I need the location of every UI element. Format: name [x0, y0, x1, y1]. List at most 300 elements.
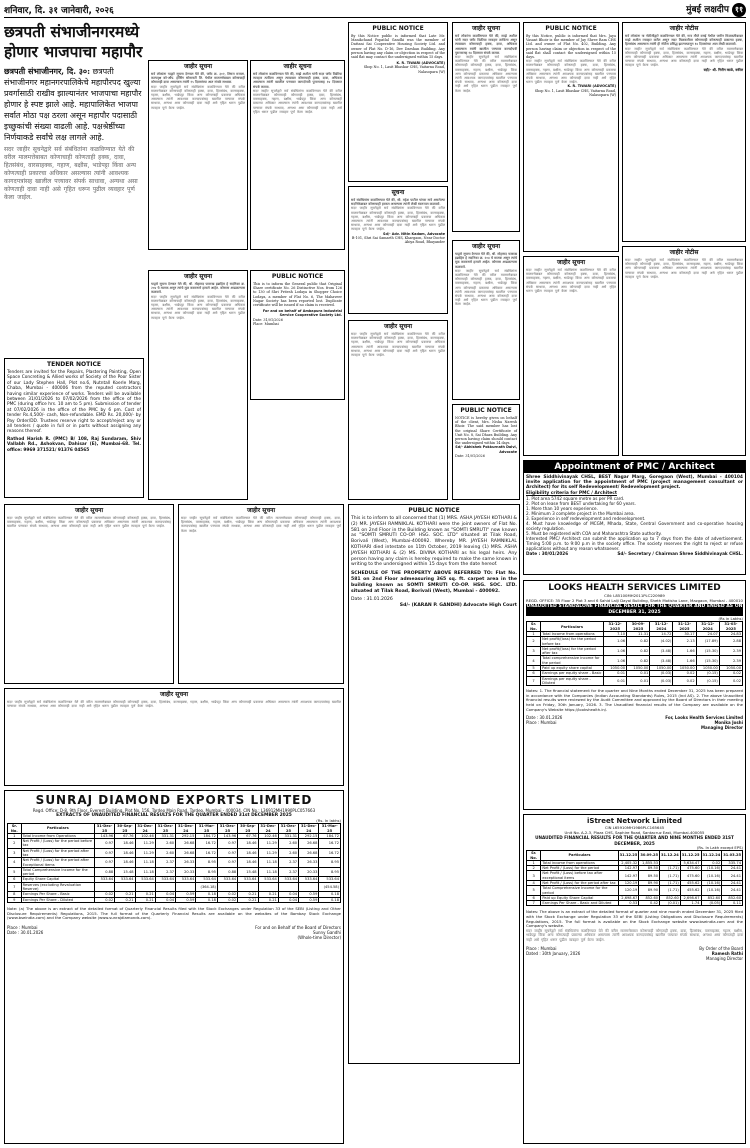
table-cell: 89.90: [639, 886, 660, 896]
jahir-notice-3: [148, 270, 248, 500]
table-cell: 11.29: [135, 848, 155, 858]
table-cell: 475.60: [680, 866, 701, 871]
table-cell: 852.60: [660, 895, 681, 900]
table-cell: 24.83: [719, 631, 742, 636]
jahir-col5b-body: याद्वारे सूचना देण्यात येते की, श्री. मोहम्मद फारूख इब्राहिम हे सदनिका क्र. २०४ चे मालक असून त्यांचे मूळ करारनामे हरवले आहेत. कोणास आढळल्यास कळवावे.: [455, 252, 517, 269]
column-header: 31.03.25: [722, 851, 743, 861]
table-row: [527, 866, 743, 871]
table-cell: -: [660, 860, 681, 865]
table-cell: 533.64: [176, 877, 196, 882]
column-header: 31.12.25: [680, 851, 701, 861]
jahir-col5-body: सर्व लोकांना कळविण्यात येते की, माझे अशील यांनी सदर फ्लॅट विक्रीचा व्यवहार ठरविला असून त्याबाबत कोणाचाही हक्क, दावा, अधिकार असल्यास त्यांनी खालील पत्त्यावर कागदोपत्री पुराव्यासह १४ दिवसात संपर्क करावा.: [455, 34, 517, 55]
jahir-lower-2-title: जाहीर सूचना: [246, 507, 276, 514]
column-header: 31-12-2024: [696, 622, 719, 632]
istreet-cin: CIN L65910MH1986PLC165645: [604, 825, 665, 830]
appointment-pmc-ad: [523, 460, 746, 575]
table-row: [8, 833, 341, 838]
table-cell: 15.48: [238, 867, 258, 877]
table-cell: 26.68: [299, 839, 319, 849]
table-cell: Net profit/(loss) for the period before tax: [541, 637, 604, 647]
table-cell: [155, 882, 175, 892]
public-notice-4: [523, 22, 619, 252]
jahir-1-filler: सदर जाहीर सूचनेद्वारे सर्व संबंधितांना कळविण्यात येते की वरील मालमत्तेबाबत कोणाचाही कोणताही हक्क, दावा, हितसंबंध, वारसाहक्क, गहाण, बक्षीस, भाडेपट्टा किंवा अन्य कोणत्याही प्रकारचा अधिकार असल्यास त्यांनी आवश्यक कागदपत्रांसह खालील पत्त्यावर संपर्क साधावा, अन्यथा असा कोणताही दावा नाही असे गृहित धरून पुढील व्यवहार पूर्ण केला जाईल.: [151, 84, 245, 110]
table-cell: 5: [8, 867, 22, 877]
table-cell: [258, 882, 278, 892]
paper-name: मुंबई लक्षदीप ११: [686, 2, 746, 17]
table-cell: 2: [527, 866, 541, 871]
table-cell: 533.64: [196, 877, 218, 882]
table-cell: 0.97: [217, 858, 237, 868]
table-cell: 16.72: [196, 848, 218, 858]
table-cell: 18.46: [238, 848, 258, 858]
table-cell: [217, 882, 237, 892]
looks-company: LOOKS HEALTH SERVICES LIMITED: [548, 583, 721, 593]
table-cell: 2,405.32: [618, 860, 639, 865]
pn2-signatory: For and on behalf of Ambapura Industrial Service Cooperative Society Ltd.: [262, 309, 342, 318]
pn5-signatory: Sd/- Abhishek Pokkurnath Dalvi, Advocate: [455, 445, 517, 454]
jahir-3-title: जाहीर सूचना: [183, 273, 213, 280]
suchna-address: B-101, Shri Sai Samarth CHS, Khargaon, Near Doctor Ahiya Road, Bhayander: [351, 235, 445, 245]
column-header: 30-09-2025: [627, 622, 650, 632]
table-cell: (364.18): [196, 882, 218, 892]
table-header-row: [8, 824, 341, 834]
table-cell: 8.95: [319, 867, 341, 877]
table-cell: Earnings per equity share - Basic: [541, 671, 604, 676]
appointment-closing: Interested PMC/ Architect can submit the application up to 7 days from the date of advertisement. Timing 5:00 p.m. to 9:00 p.m in the society office. The society reserves the right to reject or refuse applications without any reason whatsoever.: [526, 535, 743, 551]
table-cell: [299, 882, 319, 892]
table-cell: 0.21: [115, 892, 135, 897]
column-header: 31-Dec-25: [217, 824, 237, 834]
table-cell: 1050.00: [719, 666, 742, 671]
looks-results-table: [526, 621, 743, 686]
table-cell: 0.21: [238, 897, 258, 902]
table-cell: 2.60: [155, 839, 175, 849]
table-cell: 89.50: [639, 871, 660, 881]
table-cell: 11.18: [258, 858, 278, 868]
table-cell: 3: [8, 848, 22, 858]
column-header: 31-Dec-24: [176, 824, 196, 834]
table-cell: 533.64: [217, 877, 237, 882]
jahir-col5-title: जाहीर सूचना: [471, 25, 501, 32]
appointment-title: Appointment of PMC / Architect: [524, 461, 745, 473]
table-row: [527, 901, 743, 906]
public-notice-3: [348, 504, 520, 1064]
table-row: [527, 676, 743, 686]
table-cell: (15.30): [696, 646, 719, 656]
table-cell: 2.88: [719, 637, 742, 647]
table-cell: 533.64: [115, 877, 135, 882]
table-cell: 11.29: [135, 839, 155, 849]
table-cell: 6: [527, 671, 541, 676]
jahir-3-filler: सदर जाहीर सूचनेद्वारे सर्व संबंधितांना कळविण्यात येते की वरील मालमत्तेबाबत कोणाचाही कोणताही हक्क, दावा, हितसंबंध, वारसाहक्क, गहाण, बक्षीस, भाडेपट्टा किंवा अन्य कोणत्याही प्रकारचा अधिकार असल्यास त्यांनी आवश्यक कागदपत्रांसह खालील पत्त्यावर संपर्क साधावा, अन्यथा असा कोणताही दावा नाही असे गृहित धरून पुढील व्यवहार पूर्ण केला जाईल.: [151, 294, 245, 320]
table-cell: 7: [527, 676, 541, 686]
table-cell: Earnings Per Share - Basic: [21, 892, 94, 897]
table-cell: 1.06: [603, 656, 626, 666]
table-cell: (0.03): [650, 671, 673, 676]
table-row: [8, 848, 341, 858]
table-cell: 2.37: [155, 858, 175, 868]
column-header: 31-Mar-25: [319, 824, 341, 834]
table-cell: (0.01): [660, 901, 681, 906]
column-header: Particulars: [21, 824, 94, 834]
table-cell: 5: [527, 666, 541, 671]
table-cell: 67.76: [238, 833, 258, 838]
column-header: 31-03-2025: [719, 622, 742, 632]
table-cell: 0.21: [258, 892, 278, 897]
table-cell: 0.82: [627, 656, 650, 666]
table-cell: 102.46: [135, 833, 155, 838]
table-cell: 2.39: [719, 646, 742, 656]
table-cell: 2.60: [155, 848, 175, 858]
jahir-right-1-filler: सदर जाहीर सूचनेद्वारे सर्व संबंधितांना कळविण्यात येते की वरील मालमत्तेबाबत कोणाचाही कोणताही हक्क, दावा, हितसंबंध, वारसाहक्क, गहाण, बक्षीस, भाडेपट्टा किंवा अन्य कोणत्याही प्रकारचा अधिकार असल्यास त्यांनी आवश्यक कागदपत्रांसह खालील पत्त्यावर संपर्क साधावा, अन्यथा असा कोणताही दावा नाही असे गृहित धरून पुढील व्यवहार पूर्ण केला जाईल.: [625, 46, 743, 68]
table-cell: (17.89): [696, 637, 719, 647]
jahir-notice-col5b: [452, 240, 520, 400]
table-cell: 16.72: [196, 839, 218, 849]
jahir-notice-right-1: [622, 22, 746, 242]
table-cell: 0.97: [217, 839, 237, 849]
table-cell: 4: [527, 656, 541, 666]
table-cell: 0.01: [603, 676, 626, 686]
table-cell: Net Profit / (Loss) for the period before tax: [21, 839, 94, 849]
table-cell: 0.97: [94, 858, 114, 868]
column-header: Sr. No.: [527, 622, 541, 632]
table-cell: 4: [8, 858, 22, 868]
column-header: 31-Dec-25: [155, 824, 175, 834]
column-header: Sr. No.: [8, 824, 22, 834]
table-row: [527, 880, 743, 885]
table-cell: 26.68: [299, 848, 319, 858]
jahir-right-2-title: जाहीर नोटीस: [669, 249, 699, 256]
table-cell: 1050.00: [650, 666, 673, 671]
table-cell: 0.02: [673, 676, 696, 686]
jahir-right-1-body: सर्व लोकांना या नोटीसीद्वारे कळविण्यात येते की, गाव मौजे वसई येथील जमीन मिळकतीबाबत माझे अशील व्यवहार करीत असून सदर मिळकतीवर कोणाचाही कोणत्याही प्रकारचा हक्क, हितसंबंध असल्यास त्यांनी ही नोटीस प्रसिद्ध झाल्यापासून १४ दिवसांच्या आत लेखी कळवावे.: [625, 34, 743, 47]
table-cell: 16.72: [319, 848, 341, 858]
table-header-row: [527, 851, 743, 861]
table-cell: 1.06: [603, 637, 626, 647]
pn2-title: PUBLIC NOTICE: [271, 273, 324, 280]
table-cell: (0.15): [696, 671, 719, 676]
table-cell: 11.29: [258, 839, 278, 849]
suchna-signatory: Sd/- Adv. Nitin Kadam, Advocate: [383, 231, 445, 236]
column-header: 31-12-2025: [673, 622, 696, 632]
table-cell: 143.96: [217, 833, 237, 838]
jahir-right-1-title: जाहीर नोटीस: [669, 25, 699, 32]
table-cell: 1: [527, 631, 541, 636]
table-cell: (15.30): [696, 656, 719, 666]
table-cell: 7.10: [603, 631, 626, 636]
table-cell: Total Comprehensive Income for the period: [21, 867, 94, 877]
jahir-lower-3-title: जाहीर सूचना: [159, 691, 189, 698]
table-cell: 0.02: [719, 676, 742, 686]
table-cell: 24.07: [696, 631, 719, 636]
table-cell: 4: [527, 880, 541, 885]
table-cell: 852.60: [722, 895, 743, 900]
jahir-notice-right-2: [622, 246, 746, 456]
pn1-address: Shop No. 1, Lasit Bhaskar CHS, Vaitarna Road, Nalasopara (W): [363, 65, 445, 74]
table-cell: 1050.00: [603, 666, 626, 671]
table-cell: 0.42: [639, 901, 660, 906]
table-cell: 455.62: [680, 886, 701, 896]
istreet-footer: Place : Mumbai Dated : 30th January, 2026 By Order of the Board Ramesh Rathi Managing Director: [526, 946, 743, 962]
table-cell: 1.66: [673, 646, 696, 656]
table-cell: 0.02: [217, 897, 237, 902]
table-cell: Reserves (excluding Revaluation Reserve): [21, 882, 94, 892]
jahir-3-body: याद्वारे सूचना देण्यात येते की, श्री. मोहम्मद फारूख इब्राहिम हे सदनिका क्र. २०४ चे मालक असून त्यांचे मूळ करारनामे हरवले आहेत. कोणास आढळल्यास कळवावे.: [151, 282, 245, 295]
table-row: [8, 867, 341, 877]
table-cell: 533.64: [155, 877, 175, 882]
looks-cin: CIN: L85100MH2011PLC220989: [604, 593, 665, 598]
table-row: [527, 637, 743, 647]
table-cell: Net Profit / (Loss) for the period after Exceptional items: [21, 858, 94, 868]
pn3-title: PUBLIC NOTICE: [408, 507, 460, 514]
appointment-criteria: 1. Plot area 5742 square metre as per PR card. 2. Plot on lease from BEST undertaking for 60 years. 1. More than 10 years experience. 2. Minimum 3 complete project in the Mumbai area. 3. Experience in self redevelopment and redevelopment. 4. Must have knowledge of MCGM, Mhada, State, Central Government and co-operative housing society regulation. 5. Must be registered with COA and Maharashtra State authority.: [526, 495, 743, 536]
pn4-signatory: K. R. TIWARI (ADVOCATE): [567, 84, 616, 89]
table-cell: 0.88: [94, 867, 114, 877]
table-cell: 331.31: [155, 833, 175, 838]
table-cell: 1.74: [680, 901, 701, 906]
table-cell: 8: [8, 892, 22, 897]
table-cell: 1,855.53: [639, 860, 660, 865]
tender-notice-ad: [4, 358, 144, 498]
table-cell: 11.18: [258, 867, 278, 877]
table-cell: Total income from operations: [541, 860, 618, 865]
table-cell: 533.64: [299, 877, 319, 882]
table-cell: 102.46: [258, 833, 278, 838]
pn3-signatory: Sd/- (KARAN P. GANDHI) Advocate High Court: [399, 603, 517, 609]
table-cell: Paid up Equity Share Capital: [541, 895, 618, 900]
jahir-misc-title: जाहीर सूचना: [383, 323, 413, 330]
table-cell: 331.31: [278, 833, 298, 838]
lead-continued: सदर जाहीर सूचनेद्वारे सर्व संबंधितांना कळविण्यात येते की वरील मालमत्तेबाबत कोणाचाही कोणताही हक्क, दावा, हितसंबंध, वारसाहक्क, गहाण, बक्षीस, भाडेपट्टा किंवा अन्य कोणत्याही प्रकारचा अधिकार असल्यास त्यांनी आवश्यक कागदपत्रांसह खालील पत्त्यावर संपर्क साधावा, अन्यथा असा कोणताही दावा नाही असे गृहित धरून पुढील व्यवहार पूर्ण केला जाईल.: [4, 146, 138, 201]
table-cell: Total comprehensive income for the period: [541, 656, 604, 666]
jahir-notice-lower-2: [178, 504, 344, 684]
table-cell: 18.46: [238, 858, 258, 868]
jahir-notice-1: [148, 60, 248, 250]
jahir-notice-lower-3: [4, 688, 344, 786]
table-cell: 0.02: [719, 671, 742, 676]
table-cell: 142.97: [618, 871, 639, 881]
pn2-place: Place: Mumbai: [253, 321, 279, 326]
sunraj-heading: EXTRACTS OF UNAUDITED FINANCIAL RESULTS FOR THE QUARTER ENDED 31st DECEMBER 2025: [56, 813, 292, 818]
table-cell: 11.29: [258, 848, 278, 858]
table-cell: 8.95: [196, 867, 218, 877]
table-cell: 475.60: [680, 871, 701, 881]
table-cell: Net Profit / (Loss) for the period: [541, 866, 618, 871]
table-cell: 184.72: [196, 833, 218, 838]
table-cell: Total Income from Operations: [21, 833, 94, 838]
table-cell: [94, 882, 114, 892]
table-cell: 0.21: [135, 892, 155, 897]
table-cell: 24.41: [722, 866, 743, 871]
table-cell: 9: [8, 897, 22, 902]
looks-address: REGD. OFFICE: 35 Floor 2 Plot 3 and 6 Sahid Lalji Dayal Building, Sheth Motisha Lane, Mazgaon, Mumbai - 400010: [526, 597, 743, 603]
table-cell: (0.03): [650, 676, 673, 686]
table-cell: (3.48): [650, 646, 673, 656]
public-notice-5: [452, 404, 520, 500]
table-cell: 26.68: [176, 839, 196, 849]
table-row: [8, 882, 341, 892]
table-cell: 18.46: [115, 848, 135, 858]
pn4-body: By this Notice, public is informed that Mrs. Jaya Vasant Bhoir is the member of Jay Shree Ram CHS Ltd. and owner of Flat No. 402, Building. Any person having claim or objection in respect of the said flat shall contact the undersigned within 15 days.: [526, 34, 616, 60]
table-cell: 24.41: [722, 880, 743, 885]
sunraj-address: Regd. Office: D-8, 9th Floor, Everest Building, Plot No. 156, Tardeo Main Road, Tardeo, Mumbai - 400034. CIN No.: L36912MH1990PLC057663: [32, 808, 316, 813]
jahir-notice-misc: [348, 320, 448, 500]
table-cell: 15.48: [115, 867, 135, 877]
pn5-date: Date: 31/01/2026: [455, 453, 485, 458]
table-cell: 0.59: [299, 892, 319, 897]
table-cell: 0.01: [603, 671, 626, 676]
table-cell: 89.50: [639, 866, 660, 871]
table-cell: 0.18: [319, 892, 341, 897]
table-cell: 6: [527, 895, 541, 900]
table-cell: 0.21: [115, 897, 135, 902]
issue-date: शनिवार, दि. ३१ जानेवारी, २०२६: [4, 6, 114, 16]
table-cell: 6: [8, 877, 22, 882]
table-cell: 14.72: [650, 631, 673, 636]
pn3-schedule: SCHEDULE OF THE PROPERTY ABOVE REFERRED TO: Flat No. 581 on 2nd Floor admeasuring 365 sq. ft. carpet area in the building known as SOMTI SMRUTI CO-OP. HSG. SOC. LTD. situated at Tilak Road, Borivali (West), Mumbai - 400092.: [351, 571, 517, 594]
table-cell: 292.15: [299, 833, 319, 838]
jahir-lower-2-body: सदर जाहीर सूचनेद्वारे सर्व संबंधितांना कळविण्यात येते की वरील मालमत्तेबाबत कोणाचाही कोणताही हक्क, दावा, हितसंबंध, वारसाहक्क, गहाण, बक्षीस, भाडेपट्टा किंवा अन्य कोणत्याही प्रकारचा अधिकार असल्यास त्यांनी आवश्यक कागदपत्रांसह खालील पत्त्यावर संपर्क साधावा, अन्यथा असा कोणताही दावा नाही असे गृहित धरून पुढील व्यवहार पूर्ण केला जाईल.: [181, 516, 341, 533]
jahir-2-filler: सदर जाहीर सूचनेद्वारे सर्व संबंधितांना कळविण्यात येते की वरील मालमत्तेबाबत कोणाचाही कोणताही हक्क, दावा, हितसंबंध, वारसाहक्क, गहाण, बक्षीस, भाडेपट्टा किंवा अन्य कोणत्याही प्रकारचा अधिकार असल्यास त्यांनी आवश्यक कागदपत्रांसह खालील पत्त्यावर संपर्क साधावा, अन्यथा असा कोणताही दावा नाही असे गृहित धरून पुढील व्यवहार पूर्ण केला जाईल.: [253, 88, 342, 114]
table-cell: Net Profit / (Loss) before tax after exceptional items: [541, 871, 618, 881]
sunraj-results-table: [7, 823, 341, 903]
pn4-title: PUBLIC NOTICE: [545, 25, 597, 32]
table-cell: 20.33: [176, 867, 196, 877]
table-cell: 533.64: [135, 877, 155, 882]
pn4-address: Shop No. 1, Lasit Bhaskar CHS, Vaitarna Road, Nalasopara (W): [534, 88, 616, 97]
table-cell: 18.46: [115, 839, 135, 849]
column-header: 31-12-2024: [650, 622, 673, 632]
table-cell: 0.18: [196, 892, 218, 897]
table-cell: (3.48): [650, 656, 673, 666]
table-cell: 533.64: [278, 877, 298, 882]
jahir-col5b-filler: सदर जाहीर सूचनेद्वारे सर्व संबंधितांना कळविण्यात येते की वरील मालमत्तेबाबत कोणाचाही कोणताही हक्क, दावा, हितसंबंध, वारसाहक्क, गहाण, बक्षीस, भाडेपट्टा किंवा अन्य कोणत्याही प्रकारचा अधिकार असल्यास त्यांनी आवश्यक कागदपत्रांसह खालील पत्त्यावर संपर्क साधावा, अन्यथा असा कोणताही दावा नाही असे गृहित धरून पुढील व्यवहार पूर्ण केला जाईल.: [455, 268, 517, 307]
column-header: 30.09.25: [639, 851, 660, 861]
table-cell: [115, 882, 135, 892]
sunraj-footer: Place : Mumbai Date : 30.01.2026 For and on Behalf of the Board of Directors Sunny Gandhi (Whole-time Director): [7, 924, 341, 940]
table-cell: 0.18: [196, 897, 218, 902]
jahir-col5-filler: सदर जाहीर सूचनेद्वारे सर्व संबंधितांना कळविण्यात येते की वरील मालमत्तेबाबत कोणाचाही कोणताही हक्क, दावा, हितसंबंध, वारसाहक्क, गहाण, बक्षीस, भाडेपट्टा किंवा अन्य कोणत्याही प्रकारचा अधिकार असल्यास त्यांनी आवश्यक कागदपत्रांसह खालील पत्त्यावर संपर्क साधावा, अन्यथा असा कोणताही दावा नाही असे गृहित धरून पुढील व्यवहार पूर्ण केला जाईल.: [455, 55, 517, 93]
table-cell: 455.62: [680, 880, 701, 885]
jahir-2-title: जाहीर सूचना: [283, 63, 312, 70]
table-cell: 1050.00: [627, 666, 650, 671]
table-cell: Net profit/(loss) for the period after tax: [541, 646, 604, 656]
table-cell: 1050.00: [696, 666, 719, 671]
table-cell: 0.59: [176, 892, 196, 897]
table-cell: 0.02: [94, 892, 114, 897]
table-cell: 26.68: [176, 848, 196, 858]
table-cell: 3: [527, 871, 541, 881]
column-header: 31-Dec-24: [258, 824, 278, 834]
table-row: [527, 886, 743, 896]
pn1-body: By this Notice public is informed that Late Mr. Manikchand Popatlal Gandhi was the member of Dattani Sai Cooperative Housing Society Ltd. and owner of Flat No. D-16, Dev Darshan Building. Any person having any claim or objection in respect of the said flat may contact the undersigned within 15 days.: [351, 34, 445, 60]
table-cell: 0.21: [135, 897, 155, 902]
public-notice-1: [348, 22, 448, 182]
table-cell: 142.97: [618, 866, 639, 871]
table-cell: (4.02): [650, 637, 673, 647]
table-cell: 184.72: [319, 833, 341, 838]
table-row: [8, 858, 341, 868]
column-header: 30-Sep-25: [238, 824, 258, 834]
table-cell: 24.41: [722, 886, 743, 896]
lead-body: छत्रपती संभाजीनगर, दि. ३०: छत्रपती संभाजीनगर महानगरपालिकेचे महापौरपद खुल्या प्रवर्गासाठी राखीव झाल्यानंतर भाजपाचा महापौर होणार हे स्पष्ट झाले आहे. महापालिकेत भाजपा सर्वात मोठा पक्ष ठरला असून महापौर पदासाठी इच्छुकांची संख्या वाढली आहे. पक्षश्रेष्ठींच्या निर्णयाकडे सर्वांचे लक्ष लागले आहे.: [4, 66, 142, 142]
table-cell: 0.97: [94, 839, 114, 849]
table-cell: 533.64: [238, 877, 258, 882]
table-cell: (10.16): [701, 886, 722, 896]
table-cell: 335.74: [722, 860, 743, 865]
table-cell: 143.96: [94, 833, 114, 838]
table-cell: 292.15: [176, 833, 196, 838]
table-cell: 2: [8, 839, 22, 849]
table-cell: 0.02: [673, 671, 696, 676]
table-cell: 18.46: [115, 858, 135, 868]
jahir-right-2-body: सदर जाहीर सूचनेद्वारे सर्व संबंधितांना कळविण्यात येते की वरील मालमत्तेबाबत कोणाचाही कोणताही हक्क, दावा, हितसंबंध, वारसाहक्क, गहाण, बक्षीस, भाडेपट्टा किंवा अन्य कोणत्याही प्रकारचा अधिकार असल्यास त्यांनी आवश्यक कागदपत्रांसह खालील पत्त्यावर संपर्क साधावा, अन्यथा असा कोणताही दावा नाही असे गृहित धरून पुढील व्यवहार पूर्ण केला जाईल.: [625, 258, 743, 279]
table-cell: Equity Share Capital: [21, 877, 94, 882]
sunraj-unit: (Rs. In lakhs): [316, 818, 341, 823]
table-cell: 120.19: [618, 880, 639, 885]
table-cell: 18.46: [238, 839, 258, 849]
looks-health-results-ad: [523, 580, 746, 810]
jahir-col6-body: सदर जाहीर सूचनेद्वारे सर्व संबंधितांना कळविण्यात येते की वरील मालमत्तेबाबत कोणाचाही कोणताही हक्क, दावा, हितसंबंध, वारसाहक्क, गहाण, बक्षीस, भाडेपट्टा किंवा अन्य कोणत्याही प्रकारचा अधिकार असल्यास त्यांनी आवश्यक कागदपत्रांसह खालील पत्त्यावर संपर्क साधावा, अन्यथा असा कोणताही दावा नाही असे गृहित धरून पुढील व्यवहार पूर्ण केला जाईल.: [526, 268, 616, 294]
column-header: 31-Dec-24: [299, 824, 319, 834]
table-cell: 5,634.47: [680, 860, 701, 865]
table-cell: (1.71): [660, 871, 681, 881]
istreet-company: iStreet Network Limited: [587, 817, 682, 825]
page-number: ११: [732, 3, 746, 17]
page-header: [4, 2, 746, 18]
table-cell: 1: [8, 833, 22, 838]
table-cell: 5: [527, 886, 541, 896]
suchna-notice: [348, 186, 448, 314]
table-cell: (10.16): [701, 880, 722, 885]
jahir-lower-1-body: सदर जाहीर सूचनेद्वारे सर्व संबंधितांना कळविण्यात येते की वरील मालमत्तेबाबत कोणाचाही कोणताही हक्क, दावा, हितसंबंध, वारसाहक्क, गहाण, बक्षीस, भाडेपट्टा किंवा अन्य कोणत्याही प्रकारचा अधिकार असल्यास त्यांनी आवश्यक कागदपत्रांसह खालील पत्त्यावर संपर्क साधावा, अन्यथा असा कोणताही दावा नाही असे गृहित धरून पुढील व्यवहार पूर्ण केला जाईल.: [7, 516, 171, 529]
table-cell: 0.97: [217, 848, 237, 858]
table-cell: 852.60: [639, 895, 660, 900]
table-row: [527, 666, 743, 671]
sunraj-notes: Note: (a) The above is an extract of the detailed format of Quarterly Financial Results filed with the Stock Exchanges under Regulation 33 of the SEBI (Listing and Other Disclosure Requirements) Regulations, 2015. The full format of the Quarterly Financial Results are available on the websites of the Bombay Stock Exchange (www.bseindia.com) and the Company website (www.sunrajdiamonds.com).: [7, 905, 341, 921]
table-cell: 2.60: [278, 839, 298, 849]
table-row: [8, 892, 341, 897]
column-header: Sr. No.: [527, 851, 541, 861]
istreet-unit: (Rs. In Lakh except EPS): [696, 845, 743, 850]
table-cell: (1.71): [660, 866, 681, 871]
appointment-intro: Shree Siddhivinayak CHSL, BEST Nagar Marg, Goregaon (West), Mumbai - 400104 invite application for the appointment of PMC (project management consultant or Architect) for its self Redevelopment/ Redevelopment project.: [526, 475, 743, 491]
column-header: 31-Dec-25: [278, 824, 298, 834]
tender-body: Tenders are invited for the Repairs, Plastering Painting, Open Space Concreting & Allied works of Society of the Poor Sister of our Lady Stephen Hall, Plot no.6, Nutntall Koerle Marg, Chaba, Mumbai - 400006 from the reputed contractors having similar experience of works. Tenders will be available between 31/01/2026 to 07/02/2026 from the office of the PMC (during office hrs. 10 am to 5 pm). Submission of tender at 07/02/2026 in the office of the PMC by 6 pm. Cost of tender Rs.4,500/- cash, Non-refundable. EMD Rs. 20,000/- by Pay Order/DD. Trustees reserve right to accept/reject any or all tenders / quote in full or in parts without assigning any reasons thereof.: [7, 370, 141, 435]
table-cell: 0.02: [217, 892, 237, 897]
table-cell: (454.58): [319, 882, 341, 892]
jahir-lower-1-title: जाहीर सूचना: [74, 507, 104, 514]
istreet-results-ad: [523, 814, 746, 1144]
istreet-notes: Notes: The above is an extract of the detailed format of quarter and nine month ended December 31, 2025 filed with the Stock Exchange under Regulation 33 of the SEBI (Listing Obligations and Disclosure Requirements) Regulations, 2015. The full format is available on the Stock Exchange website www.bseindia.com and the Company's website.: [526, 909, 743, 929]
jahir-misc-body: सदर जाहीर सूचनेद्वारे सर्व संबंधितांना कळविण्यात येते की वरील मालमत्तेबाबत कोणाचाही कोणताही हक्क, दावा, हितसंबंध, वारसाहक्क, गहाण, बक्षीस, भाडेपट्टा किंवा अन्य कोणत्याही प्रकारचा अधिकार असल्यास त्यांनी आवश्यक कागदपत्रांसह खालील पत्त्यावर संपर्क साधावा, अन्यथा असा कोणताही दावा नाही असे गृहित धरून पुढील व्यवहार पूर्ण केला जाईल.: [351, 332, 445, 358]
suchna-title: सूचना: [391, 189, 405, 196]
table-cell: 2.37: [278, 867, 298, 877]
table-cell: 26.33: [176, 858, 196, 868]
pn1-title: PUBLIC NOTICE: [372, 25, 424, 32]
table-row: [8, 839, 341, 849]
table-cell: 0.97: [94, 848, 114, 858]
column-header: 31-12-2025: [603, 622, 626, 632]
table-row: [527, 895, 743, 900]
table-cell: 2,698.67: [680, 895, 701, 900]
table-cell: [238, 882, 258, 892]
table-cell: Earnings per equity share - Diluted: [541, 676, 604, 686]
table-cell: Earnings Per Share - Diluted: [21, 897, 94, 902]
table-cell: 0.01: [627, 676, 650, 686]
table-cell: 0.04: [278, 892, 298, 897]
table-cell: 0.21: [238, 892, 258, 897]
